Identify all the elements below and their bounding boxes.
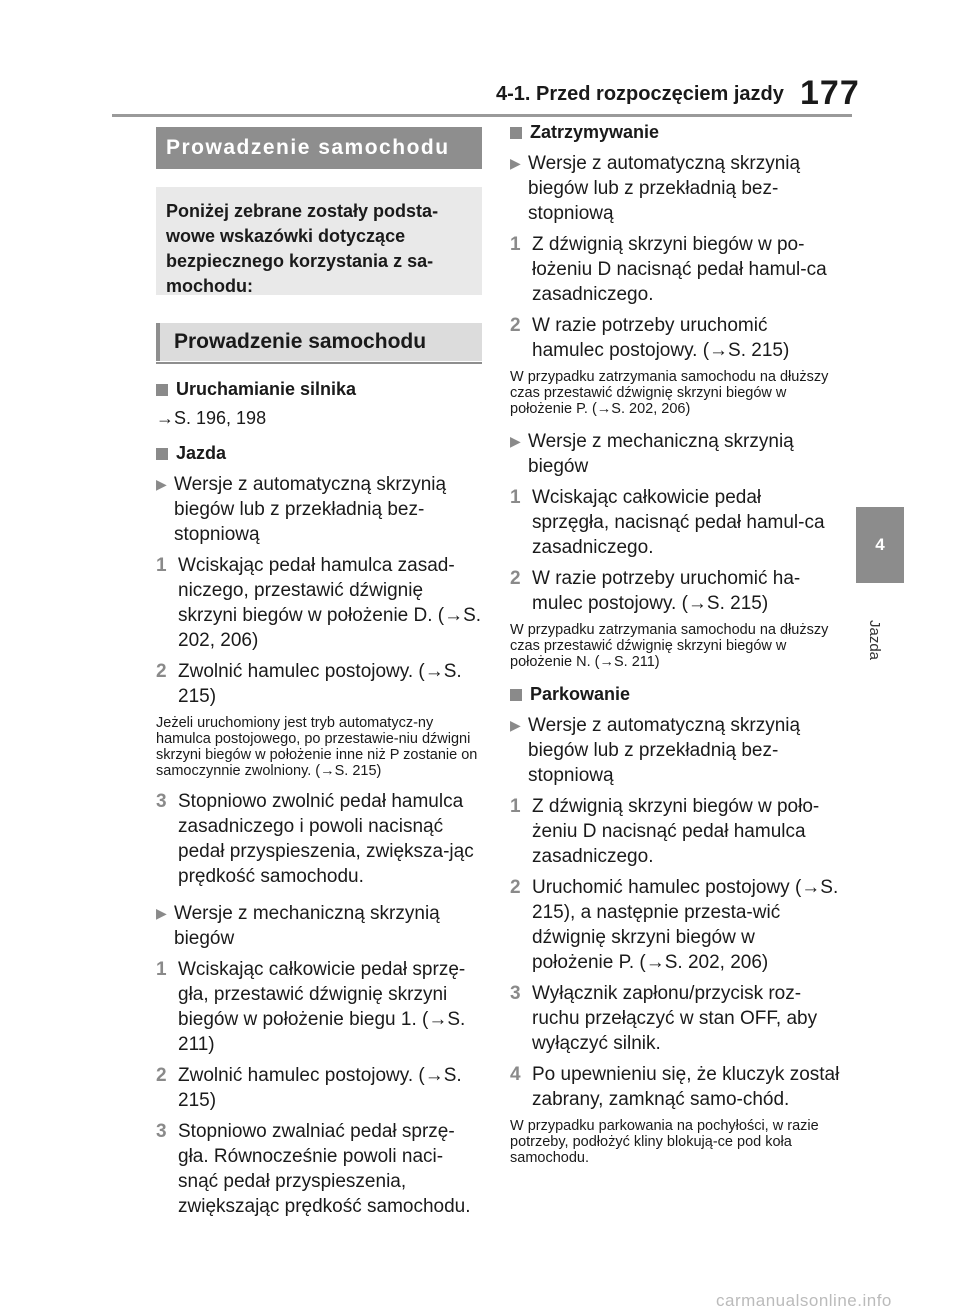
square-bullet-icon [510, 127, 522, 139]
note-text: W przypadku zatrzymania samochodu na dłuższy czas przestawić dźwignię skrzyni biegów w położenie P. (→S. 202, 206) [510, 369, 829, 417]
step-item: 3 Stopniowo zwolnić pedał hamulca zasadniczego i powoli nacisnąć pedał przyspieszenia, zwiększa-jąc prędkość samochodu. [156, 791, 474, 887]
step-item: 2 W razie potrzeby uruchomić ha-mulec postojowy. (→S. 215) [510, 568, 801, 614]
square-bullet-icon [510, 689, 522, 701]
step-item: 1 Z dźwignią skrzyni biegów w po-łożeniu D nacisnąć pedał hamul-ca zasadniczego. [510, 234, 827, 305]
page-reference-link[interactable]: →S. 196, 198 [156, 408, 267, 428]
chapter-tab[interactable]: 4 [856, 507, 904, 583]
triangle-bullet-icon: ▶ [510, 155, 521, 171]
header-divider [112, 114, 852, 117]
square-bullet-icon [156, 448, 168, 460]
triangle-bullet-icon: ▶ [156, 905, 167, 921]
main-title: Prowadzenie samochodu [156, 127, 482, 169]
heading-stopping: Zatrzymywanie [510, 122, 840, 143]
step-item: 2 Zwolnić hamulec postojowy. (→S. 215) [156, 1065, 462, 1111]
watermark-text: carmanualsonline.info [716, 1291, 892, 1310]
heading-driving: Jazda [156, 443, 482, 464]
chapter-tab-label: Jazda [866, 620, 883, 661]
variant-automatic: ▶ Wersje z automatyczną skrzynią biegów lub z przekładnią bez-stopniową [510, 153, 801, 224]
intro-box: Poniżej zebrane zostały podsta-wowe wskazówki dotyczące bezpiecznego korzystania z sa-mochodu: [156, 187, 482, 295]
step-item: 3 Wyłącznik zapłonu/przycisk roz-ruchu przełączyć w stan OFF, aby wyłączyć silnik. [510, 983, 818, 1054]
step-item: 2 Uruchomić hamulec postojowy (→S. 215), a następnie przesta-wić dźwignię skrzyni biegów w położenie P. (→S. 202, 206) [510, 877, 839, 973]
section-title: Prowadzenie samochodu [156, 323, 482, 361]
note-text: W przypadku parkowania na pochyłości, w razie potrzeby, podłożyć kliny blokują-ce pod koła samochodu. [510, 1118, 819, 1166]
step-item: 1 Wciskając całkowicie pedał sprzę-gła, przestawić dźwignię skrzyni biegów w położenie biegu 1. (→S. 211) [156, 959, 466, 1055]
step-item: 1 Wciskając całkowicie pedał sprzęgła, nacisnąć pedał hamul-ca zasadniczego. [510, 487, 825, 558]
left-column [156, 127, 482, 1225]
step-item: 2 W razie potrzeby uruchomić hamulec postojowy. (→S. 215) [510, 315, 790, 361]
square-bullet-icon [156, 384, 168, 396]
page-number: 177 [800, 74, 860, 112]
triangle-bullet-icon: ▶ [510, 433, 521, 449]
variant-manual: ▶ Wersje z mechaniczną skrzynią biegów [156, 903, 440, 949]
variant-automatic: ▶ Wersje z automatyczną skrzynią biegów lub z przekładnią bez-stopniową [510, 715, 801, 786]
heading-parking: Parkowanie [510, 684, 840, 705]
note-text: Jeżeli uruchomiony jest tryb automatycz-ny hamulca postojowego, po przestawie-niu dźwigni skrzyni biegów w położenie inne niż P zostanie on samoczynnie zwolniony. (→S. 215) [156, 715, 478, 779]
triangle-bullet-icon: ▶ [156, 476, 167, 492]
step-item: 1 Z dźwignią skrzyni biegów w poło-żeniu D nacisnąć pedał hamulca zasadniczego. [510, 796, 820, 867]
variant-automatic: ▶ Wersje z automatyczną skrzynią biegów lub z przekładnią bez-stopniową [156, 474, 447, 545]
step-item: 4 Po upewnieniu się, że kluczyk został zabrany, zamknąć samo-chód. [510, 1064, 840, 1110]
note-text: W przypadku zatrzymania samochodu na dłuższy czas przestawić dźwignię skrzyni biegów w położenie N. (→S. 211) [510, 622, 829, 670]
right-column [510, 122, 840, 1176]
variant-manual: ▶ Wersje z mechaniczną skrzynią biegów [510, 431, 794, 477]
step-item: 2 Zwolnić hamulec postojowy. (→S. 215) [156, 661, 462, 707]
triangle-bullet-icon: ▶ [510, 717, 521, 733]
heading-engine-start: Uruchamianie silnika [156, 379, 482, 400]
step-item: 1 Wciskając pedał hamulca zasad-niczego, przestawić dźwignię skrzyni biegów w położenie D. (→S. 202, 206) [156, 555, 482, 651]
step-item: 3 Stopniowo zwalniać pedał sprzę-gła. Równocześnie powoli naci-snąć pedał przyspieszenia, zwiększając prędkość samochodu. [156, 1121, 471, 1217]
running-header-section: 4-1. Przed rozpoczęciem jazdy [496, 83, 784, 105]
